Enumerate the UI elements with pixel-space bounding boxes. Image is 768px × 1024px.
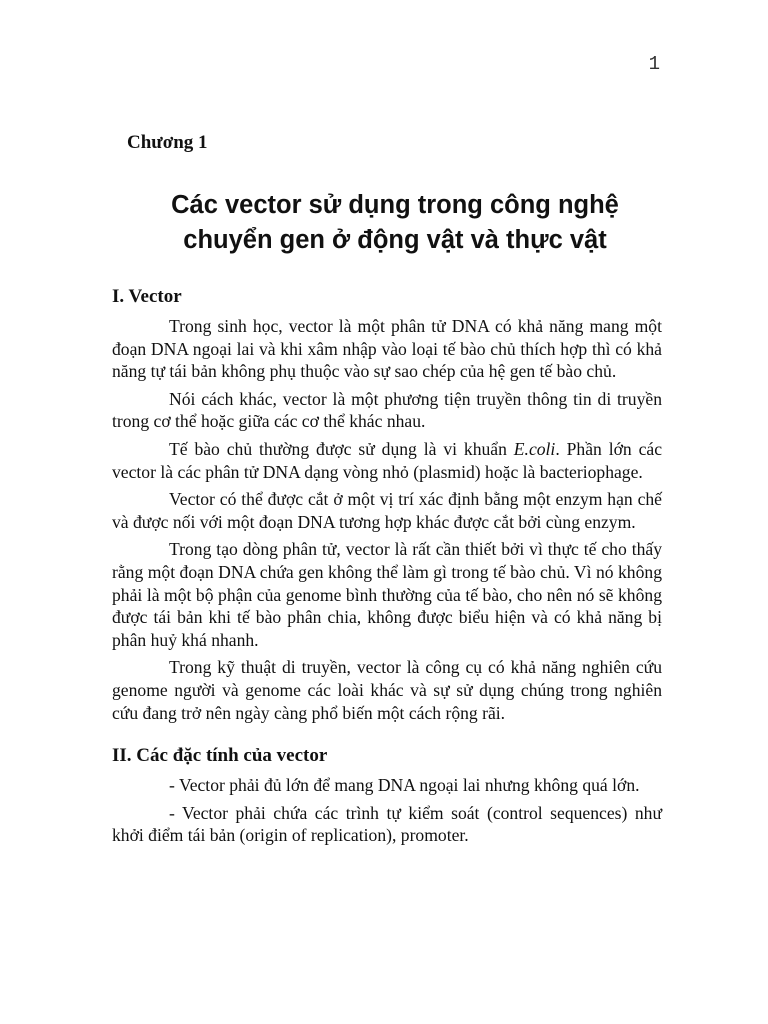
page-title [100,188,690,258]
paragraph-cloning: Trong tạo dòng phân tử, vector là rất cần thiết bởi vì thực tế cho thấy rằng một đoạn DNA chứa gen không thể làm gì trong tế bào chủ. Vì nó không phải là một bộ phận của genome bình thường của tế bào, cho nên nó sẽ không được tái bản khi tế bào phân chia, không được biểu hiện và có khả năng bị phân huỷ khá nhanh. [112,539,662,650]
paragraph-host-cell [112,438,662,483]
paragraph-property-size: - Vector phải đủ lớn để mang DNA ngoại lai nhưng không quá lớn. [169,775,640,796]
page-number: 1 [648,53,660,75]
paragraph-restriction: Vector có thể được cắt ở một vị trí xác định bằng một enzym hạn chế và được nối với một đoạn DNA tương hợp khác được cắt bởi cùng enzym. [112,489,662,532]
section-heading-vector: I. Vector [112,286,182,307]
text-segment: . Phần lớn các vector là các phân tử DNA dạng vòng nhỏ (plasmid) hoặc là bacteriophage. [112,438,663,482]
title-line-1: Các vector sử dụng trong công nghệ [171,191,619,219]
paragraph-alternative: Nói cách khác, vector là một phương tiện truyền thông tin di truyền trong cơ thể hoặc giữa các cơ thể khác nhau. [112,388,662,432]
species-name: E.coli [513,438,556,459]
paragraph-genetic-engineering: Trong kỹ thuật di truyền, vector là công cụ có khả năng nghiên cứu genome người và genome các loài khác và sự sử dụng chúng trong nghiên cứu đang trở nên ngày càng phổ biến một cách rộng rãi. [112,657,662,723]
section-heading-properties: II. Các đặc tính của vector [112,745,328,767]
paragraph-definition: Trong sinh học, vector là một phân tử DNA có khả năng mang một đoạn DNA ngoại lai và khi xâm nhập vào loại tế bào chủ thích hợp thì có khả năng tự tái bản không phụ thuộc vào sự sao chép của hệ gen tế bào chủ. [112,316,662,382]
chapter-label: Chương 1 [127,132,208,153]
document-body [112,285,662,852]
paragraph-property-control: - Vector phải chứa các trình tự kiểm soát (control sequences) như khởi điểm tái bản (origin of replication), promoter. [112,802,662,846]
text-segment: Tế bào chủ thường được sử dụng là vi khuẩn [169,438,514,459]
title-line-2: chuyển gen ở động vật và thực vật [183,226,607,254]
